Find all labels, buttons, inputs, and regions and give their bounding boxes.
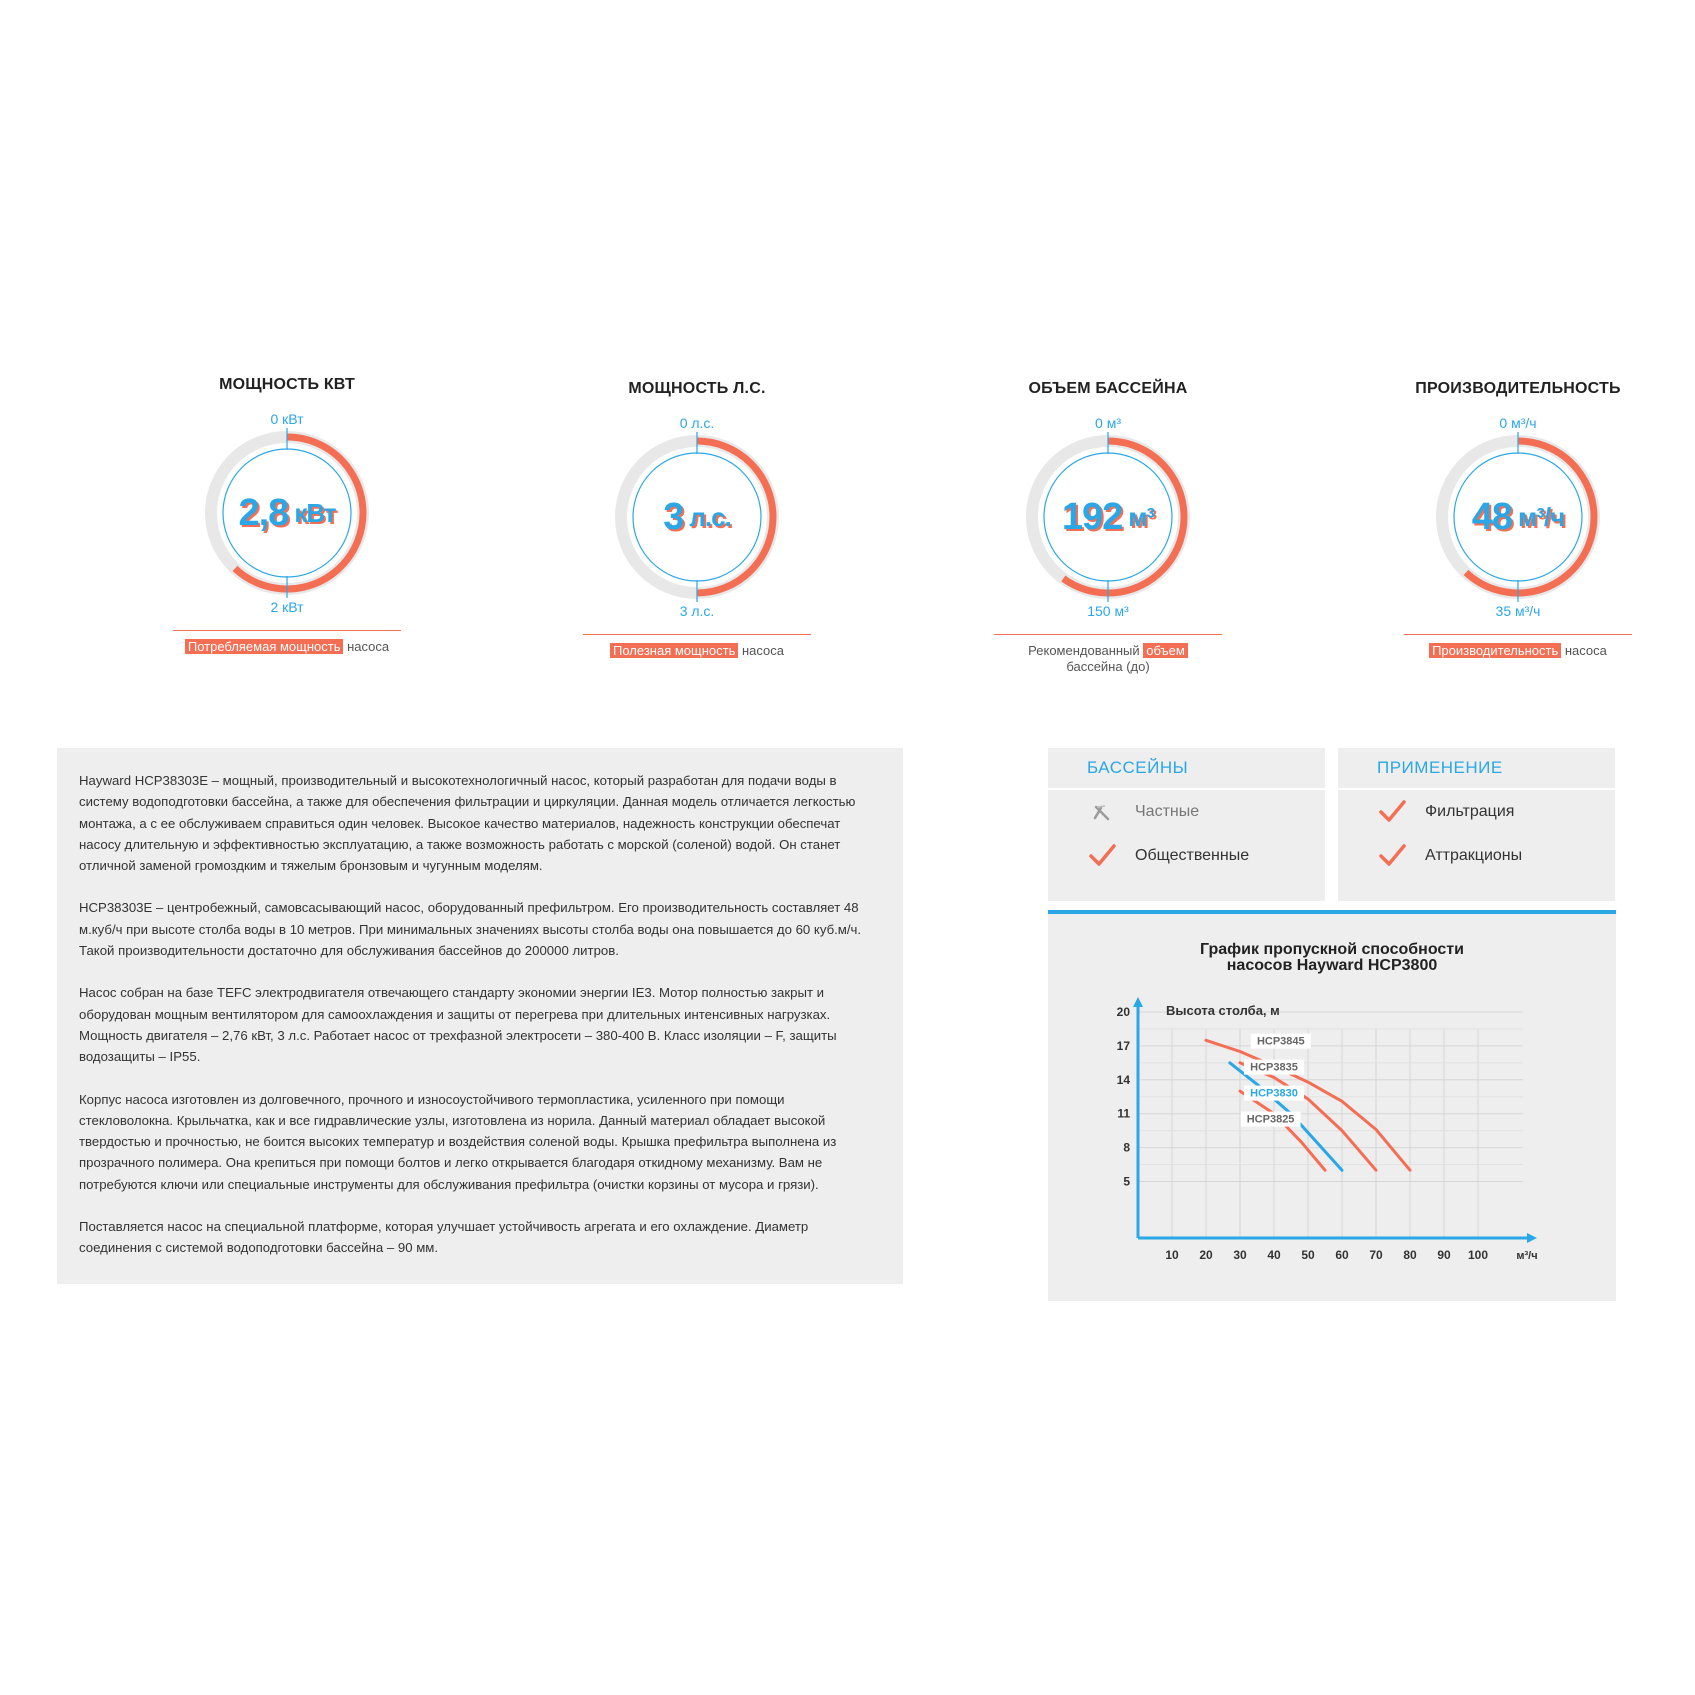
- y-axis-arrow: [1133, 997, 1143, 1007]
- gauge-caption: Рекомендованный объем бассейна (до): [978, 643, 1238, 675]
- gauge-divider: [173, 630, 401, 631]
- description-paragraph: Корпус насоса изготовлен из долговечного, прочного и износоустойчивого термопластика, усиленного при помощи стекловолокна. Крыльчатка, как и все гидравлические узлы, изготовлена из норила. Данный материал обладает высокой твердостью и прочностью, не боится высоких температур и воздействия соленой воды. Крышка префильтра выполнена из прозрачного полимера. Она крепиться при помощи болтов и легко открывается благодаря откидному механизму. Вам не потребуются ключи или специальные инструменты для обслуживания префильтра (очистки корзины от мусора и грязи).: [79, 1091, 837, 1192]
- pools-heading: БАССЕЙНЫ: [1048, 748, 1325, 790]
- x-tick-label: 20: [1199, 1248, 1213, 1262]
- application-filtration: Фильтрация: [1338, 790, 1615, 834]
- gauge-dial: [612, 432, 782, 602]
- gauge-min-label: 0 м³: [1095, 415, 1121, 431]
- y-tick-label: 11: [1117, 1106, 1130, 1121]
- y-tick-label: 20: [1116, 1005, 1130, 1019]
- gauge-max-label: 2 кВт: [270, 599, 304, 615]
- x-tick-label: 80: [1403, 1248, 1417, 1262]
- gauge-throughput: [1388, 378, 1648, 659]
- checkmark-icon: [1088, 844, 1116, 868]
- application-heading: ПРИМЕНЕНИЕ: [1338, 748, 1615, 790]
- series-label-hcp3830: HCP3830: [1250, 1087, 1298, 1100]
- gauge-min-label: 0 л.с.: [679, 415, 715, 431]
- description-panel: [57, 748, 903, 1284]
- x-tick-label: 60: [1335, 1248, 1349, 1262]
- gauge-title: МОЩНОСТЬ КВТ: [219, 376, 355, 393]
- throughput-chart-panel: [1048, 910, 1616, 1301]
- x-tick-label: 90: [1437, 1248, 1451, 1262]
- x-tick-label: 50: [1301, 1248, 1315, 1262]
- series-label-hcp3845: HCP3845: [1256, 1035, 1305, 1048]
- application-attractions: Аттракционы: [1338, 834, 1615, 878]
- gauge-title: ОБЪЕМ БАССЕЙНА: [1028, 380, 1188, 397]
- gauge-divider: [583, 634, 811, 635]
- chart-grid: [1138, 1012, 1523, 1238]
- pool-type-private: Частные: [1048, 790, 1325, 834]
- y-tick-label: 14: [1116, 1072, 1130, 1087]
- x-tick-label: 30: [1233, 1248, 1247, 1262]
- series-label-hcp3835: HCP3835: [1250, 1061, 1298, 1074]
- y-axis-label: Высота столба, м: [1166, 1003, 1280, 1019]
- gauge-title: ПРОИЗВОДИТЕЛЬНОСТЬ: [1415, 380, 1621, 397]
- y-tick-label: 5: [1123, 1174, 1130, 1189]
- gauge-min-label: 0 кВт: [270, 411, 304, 427]
- x-tick-label: 70: [1369, 1248, 1383, 1262]
- pool-type-public: Общественные: [1048, 834, 1325, 878]
- gauge-dial: [202, 428, 372, 598]
- gauge-value: 48 м³/ч: [1471, 495, 1565, 538]
- series-label-hcp3825: HCP3825: [1246, 1113, 1295, 1126]
- x-tick-label: 100: [1467, 1248, 1489, 1262]
- gauge-caption: Производительность насоса: [1388, 643, 1648, 659]
- description-paragraph: Поставляется насос на специальной платформе, которая улучшает устойчивость агрегата и его охлаждение. Диаметр соединения с системой водоподготовки бассейна – 90 мм.: [79, 1219, 809, 1256]
- gauge-dial: [1023, 432, 1193, 602]
- gauge-value: 192 м³: [1061, 495, 1155, 538]
- gauge-dial: [1433, 432, 1603, 602]
- x-axis-unit: м³/ч: [1516, 1250, 1538, 1262]
- x-tick-label: 40: [1267, 1248, 1281, 1262]
- gauge-max-label: 35 м³/ч: [1495, 603, 1541, 619]
- description-paragraph: Hayward HCP38303E – мощный, производительный и высокотехнологичный насос, который разработан для подачи воды в систему водоподготовки бассейна, а также для обеспечения фильтрации и циркуляции. Данная модель отличается легкостью монтажа, а с ее обслуживаем справиться один человек. Высокое качество материалов, надежность конструкции обеспечат насосу длительную и эффективностью эксплуатацию, а также возможность работать с морской (соленой) водой. Он станет отличной заменой громоздким и тяжелым бронзовым и чугунным моделям.: [79, 773, 856, 874]
- gauge-title: МОЩНОСТЬ Л.С.: [628, 380, 766, 397]
- gauge-value: 2,8 кВт: [238, 491, 336, 534]
- throughput-chart: [1048, 914, 1616, 1305]
- description-paragraph: HCP38303E – центробежный, самовсасывающий насос, оборудованный префильтром. Его производительность составляет 48 м.куб/ч при высоте столба воды в 10 метров. При минимальных значениях высоты столба воды она повышается до 60 куб.м/ч. Такой производительности достаточно для обслуживания бассейнов до 200000 литров.: [79, 900, 862, 959]
- pools-panel: [1048, 748, 1325, 901]
- gauge-power-kw: [157, 374, 417, 655]
- gauge-max-label: 150 м³: [1087, 603, 1129, 619]
- gauge-min-label: 0 м³/ч: [1499, 415, 1537, 431]
- x-axis-arrow: [1527, 1233, 1537, 1243]
- gauge-max-label: 3 л.с.: [679, 603, 715, 619]
- gauge-power-hp: [567, 378, 827, 659]
- description-paragraph: Насос собран на базе TEFC электродвигателя отвечающего стандарту экономии энергии IE3. Мотор полностью закрыт и оборудован мощным вентилятором для самоохлаждения и защиты от перегрева при длительных интенсивных нагрузках. Мощность двигателя – 2,76 кВт, 3 л.с. Работает насос от трехфазной электросети – 380-400 В. Класс изоляции – F, защиты водозащиты – IP55.: [79, 985, 837, 1065]
- y-tick-label: 8: [1123, 1140, 1130, 1155]
- gauge-divider: [994, 634, 1222, 635]
- gauge-caption: Потребляемая мощность насоса: [157, 639, 417, 655]
- gauge-value: 3 л.с.: [663, 495, 731, 538]
- gauge-pool-volume: [978, 378, 1238, 675]
- gauge-divider: [1404, 634, 1632, 635]
- cross-icon: [1088, 800, 1116, 824]
- checkmark-icon: [1378, 800, 1406, 824]
- y-tick-label: 17: [1116, 1038, 1130, 1053]
- chart-title: График пропускной способности насосов Hayward HCP3800: [1200, 941, 1464, 974]
- checkmark-icon: [1378, 844, 1406, 868]
- application-panel: [1338, 748, 1615, 901]
- gauge-caption: Полезная мощность насоса: [567, 643, 827, 659]
- x-tick-label: 10: [1165, 1248, 1179, 1262]
